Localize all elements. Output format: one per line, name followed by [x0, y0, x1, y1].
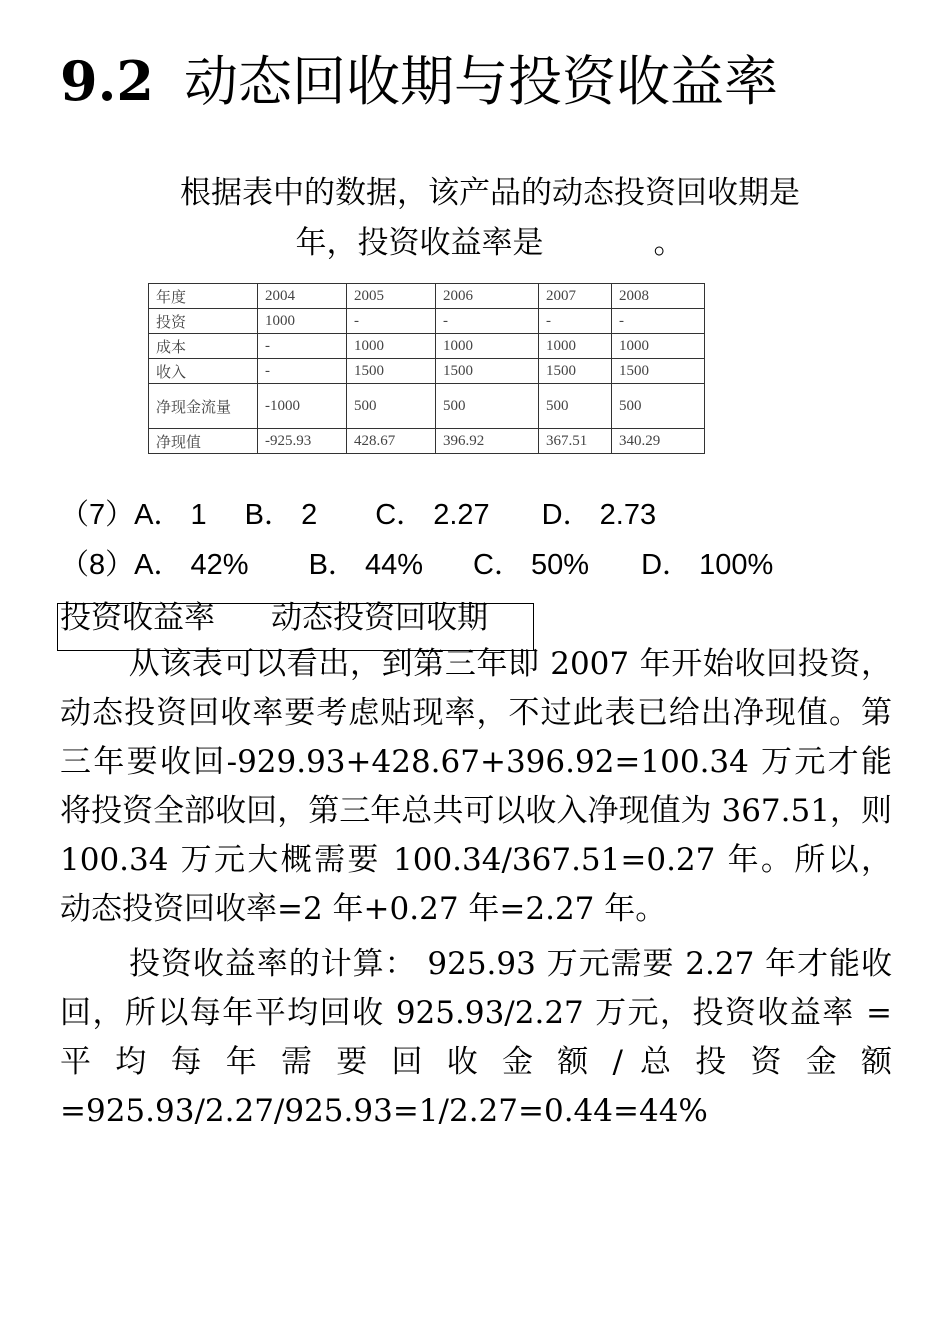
- table-cell: 2007: [539, 284, 612, 309]
- option-label: （7）: [60, 499, 135, 531]
- question-text-b: 。: [653, 225, 685, 261]
- table-cell: 340.29: [612, 429, 705, 454]
- table-row: [149, 359, 705, 384]
- table-row: [149, 309, 705, 334]
- table-cell: -925.93: [258, 429, 347, 454]
- option-label: （8）: [60, 549, 135, 581]
- row-header-cell: 年度: [149, 284, 258, 309]
- table-cell: 2006: [436, 284, 539, 309]
- table-cell: 396.92: [436, 429, 539, 454]
- table-cell: -1000: [258, 384, 347, 429]
- table-row: [149, 384, 705, 429]
- option-a: A． 1: [134, 499, 207, 531]
- table-cell: -: [347, 309, 436, 334]
- option-c: C． 50%: [473, 549, 590, 581]
- cashflow-table: [148, 283, 705, 454]
- table-cell: 500: [539, 384, 612, 429]
- table-cell: 1500: [539, 359, 612, 384]
- option-b: B． 2: [244, 499, 318, 531]
- options-8: [60, 545, 773, 585]
- question-text-a: 年，投资收益率是: [295, 225, 544, 261]
- table-cell: -: [436, 309, 539, 334]
- answer-line: [60, 592, 488, 637]
- table-cell: 428.67: [347, 429, 436, 454]
- row-header-cell: 收入: [149, 359, 258, 384]
- explanation-2-text: 投资收益率的计算： 925.93 万元需要 2.27 年才能收回，所以每年平均回收 925.93/2.27 万元，投资收益率 = 平 均 每 年 需 要 回 收 金 额 / 总 投 资 金 额: [60, 946, 892, 1080]
- table-cell: 1000: [436, 334, 539, 359]
- row-header-cell: 净现金流量: [149, 384, 258, 429]
- table-cell: -: [612, 309, 705, 334]
- table-cell: 500: [347, 384, 436, 429]
- row-header-cell: 投资: [149, 309, 258, 334]
- explanation-1-text: 从该表可以看出，到第三年即 2007 年开始收回投资，动态投资回收率要考虑贴现率，不过此表已给出净现值。第三年要收回-929.93+428.67+396.92=100.34 万元才能将投资全部收回，第三年总共可以收入净现值为 367.51，则 100.34 万元大概需要 100.34/367.51=0.27 年。所以，动态投资回收率=2 年+0.27 年=2.27 年。: [60, 646, 892, 927]
- question-line-2: [60, 218, 920, 268]
- table-row: [149, 334, 705, 359]
- option-b: B． 44%: [308, 549, 424, 581]
- table-cell: -: [258, 334, 347, 359]
- table-row: [149, 284, 705, 309]
- section-number: 9.2: [60, 49, 154, 113]
- table-cell: -: [539, 309, 612, 334]
- row-header-cell: 净现值: [149, 429, 258, 454]
- options-7: [60, 495, 656, 535]
- table-cell: 1500: [612, 359, 705, 384]
- page-title: [60, 48, 778, 116]
- table-cell: 1000: [347, 334, 436, 359]
- table-cell: 1500: [347, 359, 436, 384]
- table-cell: 2008: [612, 284, 705, 309]
- option-d: D． 100%: [641, 549, 774, 581]
- option-c: C． 2.27: [375, 499, 490, 531]
- explanation-paragraph-1: [60, 640, 892, 934]
- table-cell: 367.51: [539, 429, 612, 454]
- table-cell: 500: [436, 384, 539, 429]
- table-cell: -: [258, 359, 347, 384]
- row-header-cell: 成本: [149, 334, 258, 359]
- table-cell: 1000: [258, 309, 347, 334]
- answer-part-1: 投资收益率: [60, 600, 215, 636]
- table-cell: 2004: [258, 284, 347, 309]
- explanation-paragraph-2-tail: [60, 1087, 892, 1136]
- table-cell: 1000: [539, 334, 612, 359]
- explanation-2-tail: =925.93/2.27/925.93=1/2.27=0.44=44%: [60, 1093, 708, 1129]
- option-d: D． 2.73: [541, 499, 657, 531]
- option-a: A． 42%: [134, 549, 249, 581]
- table-cell: 2005: [347, 284, 436, 309]
- question-line-1: 根据表中的数据，该产品的动态投资回收期是: [180, 175, 800, 211]
- explanation-paragraph-2: [60, 940, 892, 1087]
- table-cell: 500: [612, 384, 705, 429]
- section-title: 动态回收期与投资收益率: [183, 50, 778, 113]
- table-cell: 1000: [612, 334, 705, 359]
- table-row: [149, 429, 705, 454]
- answer-part-2: 动态投资回收期: [271, 600, 488, 636]
- table-cell: 1500: [436, 359, 539, 384]
